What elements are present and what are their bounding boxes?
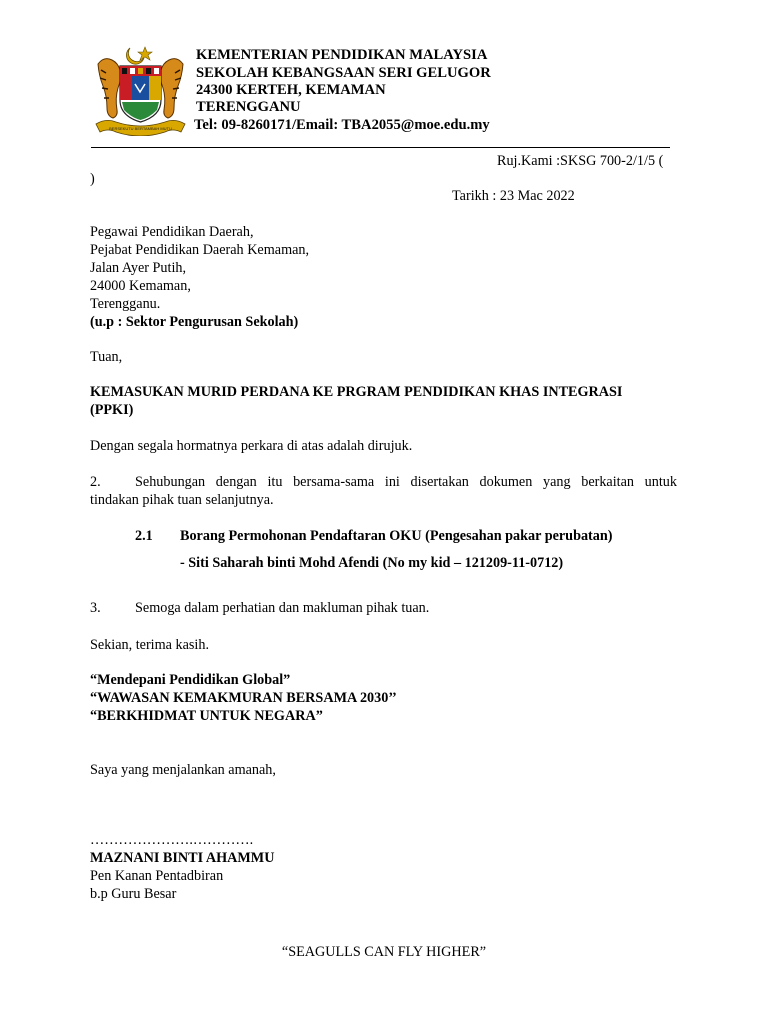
- signatory-behalf: b.p Guru Besar: [90, 886, 177, 902]
- letter-date: Tarikh : 23 Mac 2022: [452, 188, 575, 204]
- signatory-title: Pen Kanan Pentadbiran: [90, 868, 224, 884]
- recipient-line-5: Terengganu.: [90, 296, 161, 312]
- item-number: 2.1: [135, 528, 153, 544]
- subject-line-1: KEMASUKAN MURID PERDANA KE PRGRAM PENDIDIKAN KHAS INTEGRASI: [90, 384, 623, 400]
- paragraph-3: Semoga dalam perhatian dan makluman pihak tuan.: [135, 600, 430, 616]
- paragraph-1: Dengan segala hormatnya perkara di atas adalah dirujuk.: [90, 438, 413, 454]
- recipient-line-2: Pejabat Pendidikan Daerah Kemaman,: [90, 242, 310, 258]
- paragraph-3-number: 3.: [90, 600, 101, 616]
- crest-motto: BERSEKUTU BERTAMBAH MUTU: [109, 126, 172, 131]
- reference-close: ): [90, 171, 95, 187]
- paragraph-2-line-2: tindakan pihak tuan selanjutnya.: [90, 492, 274, 508]
- paragraph-2-line-1: Sehubungan dengan itu bersama-sama ini disertakan dokumen yang berkaitan untuk: [135, 474, 677, 490]
- salutation: Tuan,: [90, 349, 123, 365]
- recipient-line-1: Pegawai Pendidikan Daerah,: [90, 224, 254, 240]
- contact-line: Tel: 09-8260171/Email: TBA2055@moe.edu.my: [194, 117, 490, 133]
- signature-intro: Saya yang menjalankan amanah,: [90, 762, 276, 778]
- header-divider: [91, 147, 670, 148]
- school-state: TERENGGANU: [196, 99, 301, 115]
- signatory-name: MAZNANI BINTI AHAMMU: [90, 850, 275, 866]
- recipient-line-3: Jalan Ayer Putih,: [90, 260, 187, 276]
- school-name: SEKOLAH KEBANGSAAN SERI GELUGOR: [196, 65, 491, 81]
- slogan-2: “WAWASAN KEMAKMURAN BERSAMA 2030’’: [90, 690, 397, 706]
- closing-line: Sekian, terima kasih.: [90, 637, 209, 653]
- slogan-3: “BERKHIDMAT UNTUK NEGARA”: [90, 708, 323, 724]
- school-address: 24300 KERTEH, KEMAMAN: [196, 82, 386, 98]
- subject-line-2: (PPKI): [90, 402, 134, 418]
- item-detail: - Siti Saharah binti Mohd Afendi (No my kid – 121209-11-0712): [180, 555, 564, 571]
- paragraph-2-number: 2.: [90, 474, 101, 490]
- item-title: Borang Permohonan Pendaftaran OKU (Pengesahan pakar perubatan): [180, 528, 613, 544]
- recipient-attention: (u.p : Sektor Pengurusan Sekolah): [90, 314, 299, 330]
- reference-number: Ruj.Kami :SKSG 700-2/1/5 (: [497, 153, 664, 169]
- recipient-line-4: 24000 Kemaman,: [90, 278, 191, 294]
- footer-motto: “SEAGULLS CAN FLY HIGHER”: [281, 944, 487, 960]
- coat-of-arms-logo: [92, 44, 189, 136]
- signature-line: ………………….………….: [90, 832, 254, 848]
- ministry-name: KEMENTERIAN PENDIDIKAN MALAYSIA: [196, 47, 488, 63]
- slogan-1: “Mendepani Pendidikan Global”: [90, 672, 291, 688]
